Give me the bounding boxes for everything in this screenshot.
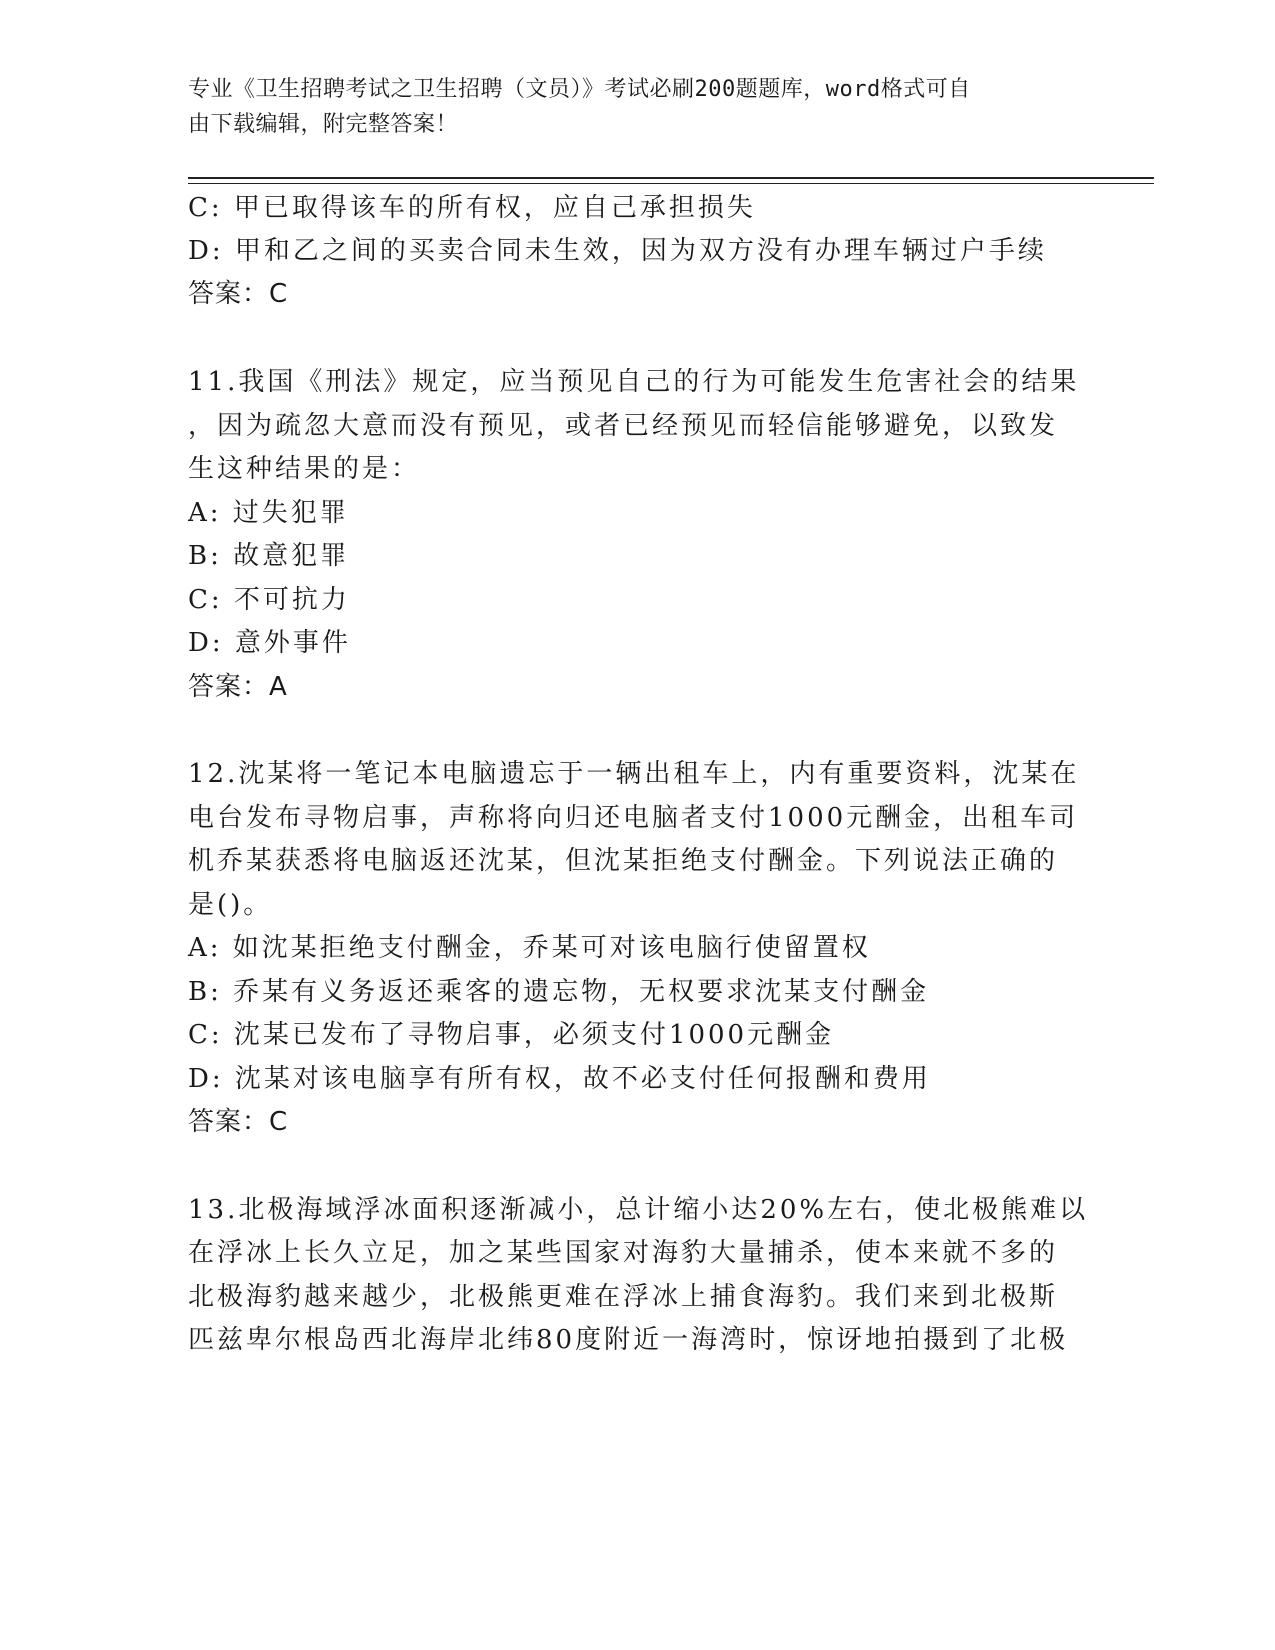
header-divider-thick — [188, 177, 1154, 179]
q12-option-c: C: 沈某已发布了寻物启事，必须支付1000元酬金 — [188, 1020, 835, 1050]
q10-answer: 答案：C — [188, 279, 289, 309]
q13-stem-line-1: 13.北极海域浮冰面积逐渐减小，总计缩小达20%左右，使北极熊难以 — [188, 1195, 1089, 1225]
q13-stem-line-3: 北极海豹越来越少，北极熊更难在浮冰上捕食海豹。我们来到北极斯 — [188, 1282, 1059, 1312]
q12-option-a: A: 如沈某拒绝支付酬金，乔某可对该电脑行使留置权 — [188, 933, 871, 963]
document-header — [188, 72, 1088, 142]
q13-stem-line-2: 在浮冰上长久立足，加之某些国家对海豹大量捕杀，使本来就不多的 — [188, 1238, 1059, 1268]
header-line-2: 由下载编辑，附完整答案！ — [188, 112, 459, 137]
q12-option-b: B: 乔某有义务返还乘客的遗忘物，无权要求沈某支付酬金 — [188, 977, 930, 1007]
q11-answer: 答案：A — [188, 672, 288, 702]
q12-stem-line-1: 12.沈某将一笔记本电脑遗忘于一辆出租车上，内有重要资料，沈某在 — [188, 759, 1080, 789]
q11-option-d: D: 意外事件 — [188, 628, 351, 658]
q12-answer: 答案：C — [188, 1107, 289, 1137]
header-divider-thin — [188, 183, 1154, 184]
q11-stem-line-1: 11.我国《刑法》规定，应当预见自己的行为可能发生危害社会的结果 — [188, 367, 1080, 397]
q10-option-d: D: 甲和乙之间的买卖合同未生效，因为双方没有办理车辆过户手续 — [188, 236, 1047, 266]
q11-stem-line-3: 生这种结果的是： — [188, 454, 421, 484]
q12-stem-line-4: 是()。 — [188, 890, 273, 920]
q12-option-d: D: 沈某对该电脑享有所有权，故不必支付任何报酬和费用 — [188, 1064, 931, 1094]
q13-stem-line-4: 匹兹卑尔根岛西北海岸北纬80度附近一海湾时，惊讶地拍摄到了北极 — [188, 1325, 1069, 1355]
q11-option-a: A: 过失犯罪 — [188, 498, 349, 528]
q10-option-c: C: 甲已取得该车的所有权，应自己承担损失 — [188, 193, 756, 223]
q12-stem-line-2: 电台发布寻物启事，声称将向归还电脑者支付1000元酬金，出租车司 — [188, 803, 1079, 833]
q11-stem-line-2: ，因为疏忽大意而没有预见，或者已经预见而轻信能够避免，以致发 — [188, 411, 1059, 441]
q11-option-c: C: 不可抗力 — [188, 585, 350, 615]
q12-stem-line-3: 机乔某获悉将电脑返还沈某，但沈某拒绝支付酬金。下列说法正确的 — [188, 846, 1059, 876]
header-line-1: 专业《卫生招聘考试之卫生招聘（文员）》考试必刷200题题库，word格式可自 — [188, 77, 971, 102]
q11-option-b: B: 故意犯罪 — [188, 541, 350, 571]
